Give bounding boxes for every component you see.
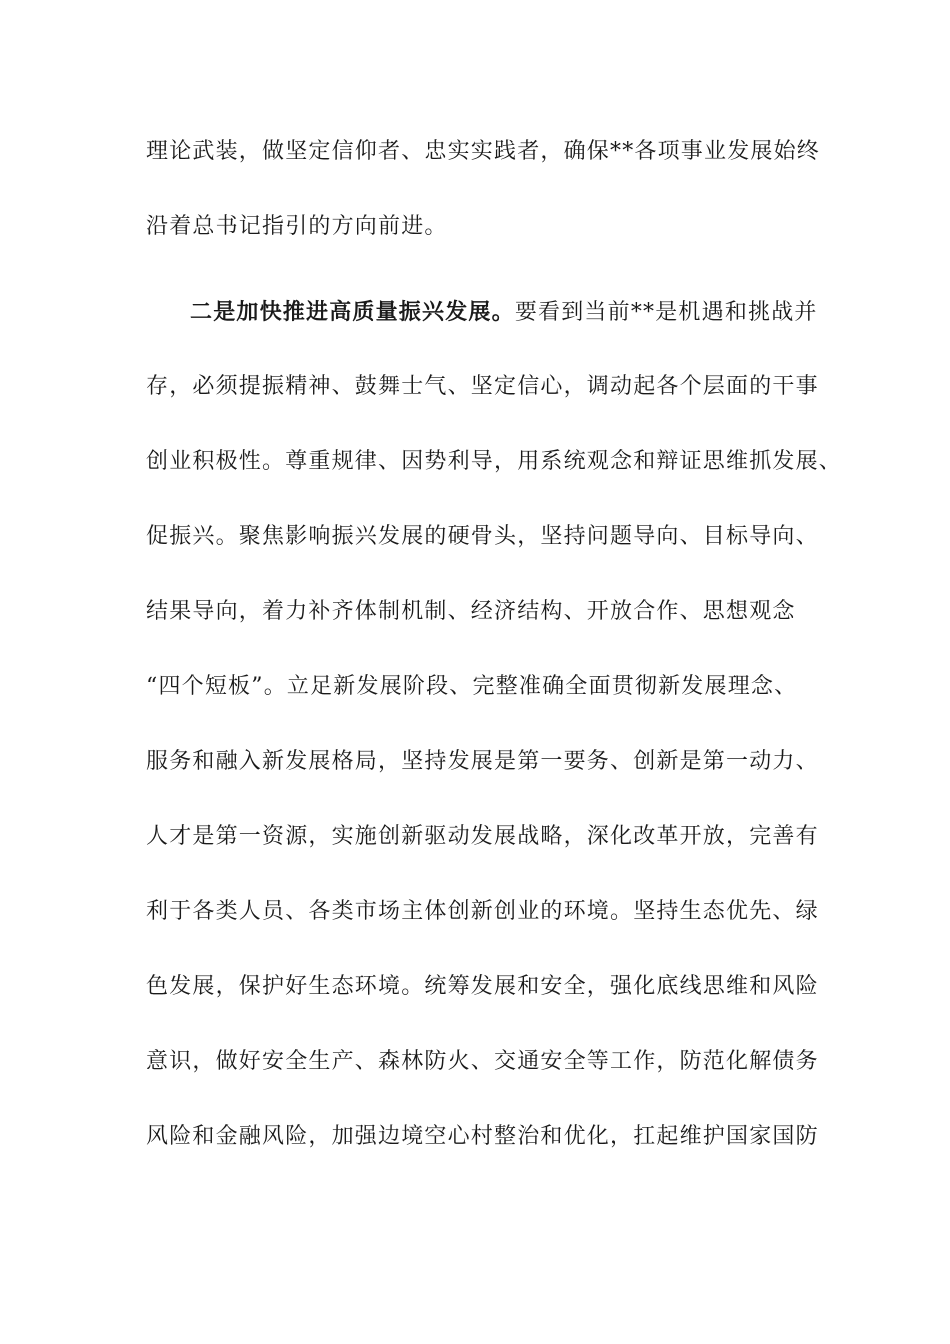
paragraph-heading: 二是加快推进高质量振兴发展。 (190, 299, 515, 325)
paragraph-lead-text: 要看到当前**是机遇和挑战并 (514, 300, 818, 325)
paragraph-line: 利于各类人员、各类市场主体创新创业的环境。坚持生态优先、绿 (146, 899, 819, 924)
paragraph-line: 理论武装，做坚定信仰者、忠实实践者，确保**各项事业发展始终 (146, 139, 821, 164)
paragraph-line: 促振兴。聚焦影响振兴发展的硬骨头，坚持问题导向、目标导向、 (146, 524, 819, 549)
paragraph-lead-line (190, 292, 870, 332)
paragraph-line: 沿着总书记指引的方向前进。 (146, 214, 448, 239)
paragraph-line: 色发展，保护好生态环境。统筹发展和安全，强化底线思维和风险 (146, 974, 819, 999)
paragraph-line: 创业积极性。尊重规律、因势利导，用系统观念和辩证思维抓发展、 (146, 449, 843, 474)
paragraph-line: 风险和金融风险，加强边境空心村整治和优化，扛起维护国家国防 (146, 1124, 819, 1149)
paragraph-line: 人才是第一资源，实施创新驱动发展战略，深化改革开放，完善有 (146, 824, 819, 849)
paragraph-line: “四个短板”。立足新发展阶段、完整准确全面贯彻新发展理念、 (146, 674, 798, 699)
paragraph-line: 服务和融入新发展格局，坚持发展是第一要务、创新是第一动力、 (146, 749, 819, 774)
paragraph-line: 结果导向，着力补齐体制机制、经济结构、开放合作、思想观念 (146, 599, 796, 624)
paragraph-line: 存，必须提振精神、鼓舞士气、坚定信心，调动起各个层面的干事 (146, 374, 819, 399)
paragraph-line: 意识，做好安全生产、森林防火、交通安全等工作，防范化解债务 (146, 1049, 819, 1074)
